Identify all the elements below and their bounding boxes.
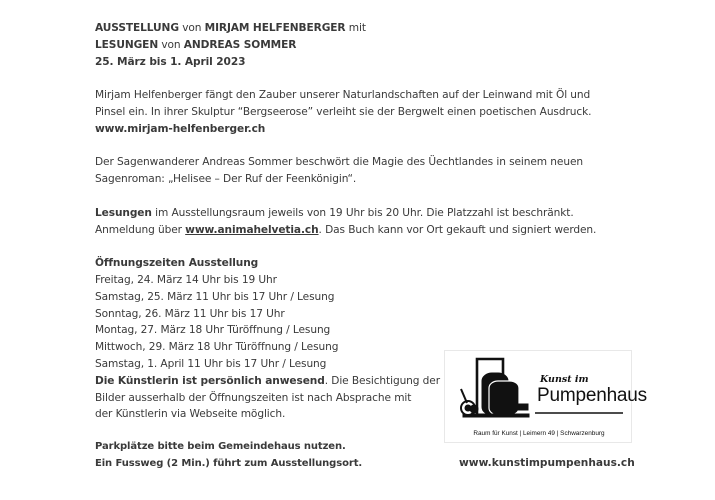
hours-item: Freitag, 24. März 14 Uhr bis 19 Uhr xyxy=(95,273,277,286)
artist-paragraph xyxy=(95,87,695,137)
author-line-2: Sagenroman: „Helisee – Der Ruf der Feenkönigin“. xyxy=(95,173,357,186)
hours-item: Sonntag, 26. März 11 Uhr bis 17 Uhr xyxy=(95,307,285,320)
artist-line-1: Mirjam Helfenberger fängt den Zauber unserer Naturlandschaften auf der Leinwand mit Öl und xyxy=(95,89,591,102)
header-line-2 xyxy=(95,37,695,54)
readings-label-header: LESUNGEN xyxy=(95,38,159,51)
mit-text: mit xyxy=(345,22,366,34)
footer-website-link[interactable]: www.kunstimpumpenhaus.ch xyxy=(459,457,635,469)
hours-item: Samstag, 25. März 11 Uhr bis 17 Uhr / Lesung xyxy=(95,290,335,303)
readings-text: im Ausstellungsraum jeweils von 19 Uhr bis 20 Uhr. Die Platzzahl ist beschränkt. xyxy=(151,206,574,219)
exhibition-dates: 25. März bis 1. April 2023 xyxy=(95,55,246,68)
book-text: . Das Buch kann vor Ort gekauft und signiert werden. xyxy=(318,223,597,236)
logo-script-text: Kunst im xyxy=(540,374,589,385)
author-paragraph xyxy=(95,154,695,188)
header-block xyxy=(95,20,695,70)
logo-name-text: Pumpenhaus xyxy=(537,385,647,406)
von-text-2: von xyxy=(158,38,184,51)
hours-item: Montag, 27. März 18 Uhr Türöffnung / Lesung xyxy=(95,324,331,337)
header-line-1 xyxy=(95,20,695,37)
hours-item: Samstag, 1. April 11 Uhr bis 17 Uhr / Lesung xyxy=(95,357,327,370)
artist-website-link[interactable]: www.mirjam-helfenberger.ch xyxy=(95,122,266,135)
readings-line-1 xyxy=(95,205,695,222)
artist-name: MIRJAM HELFENBERGER xyxy=(204,22,346,34)
author-line-1: Der Sagenwanderer Andreas Sommer beschwört die Magie des Üechtlandes in seinem neuen xyxy=(95,156,583,169)
parking-line-1: Parkplätze bitte beim Gemeindehaus nutzen. xyxy=(95,441,346,453)
visit-note-line-2: Bilder ausserhalb der Öffnungszeiten ist nach Absprache mit xyxy=(95,391,412,404)
registration-text: Anmeldung über xyxy=(95,223,186,236)
artist-presence-rest: . Die Besichtigung der xyxy=(324,374,440,387)
von-text: von xyxy=(178,22,205,34)
readings-label: Lesungen xyxy=(95,206,152,219)
readings-line-2 xyxy=(95,222,695,239)
author-name: ANDREAS SOMMER xyxy=(183,38,297,51)
logo-address-text: Raum für Kunst | Leimern 49 | Schwarzenburg xyxy=(473,430,605,437)
artist-presence-bold: Die Künstlerin ist persönlich anwesend xyxy=(95,374,325,387)
artist-line-2: Pinsel ein. In ihrer Skulptur “Bergseerose” verleiht sie der Bergwelt einen poetischen Ausdruck. xyxy=(95,105,592,118)
registration-link[interactable]: www.animahelvetia.ch xyxy=(185,223,319,236)
visit-note-line-3: der Künstlerin via Webseite möglich. xyxy=(95,408,286,421)
readings-paragraph xyxy=(95,205,695,239)
hours-title: Öffnungszeiten Ausstellung xyxy=(95,257,259,270)
parking-line-2: Ein Fussweg (2 Min.) führt zum Ausstellungsort. xyxy=(95,457,363,469)
hours-item: Mittwoch, 29. März 18 Uhr Türöffnung / Lesung xyxy=(95,341,339,354)
exhibition-label: AUSSTELLUNG xyxy=(95,22,179,34)
pumpenhaus-logo xyxy=(444,350,647,443)
